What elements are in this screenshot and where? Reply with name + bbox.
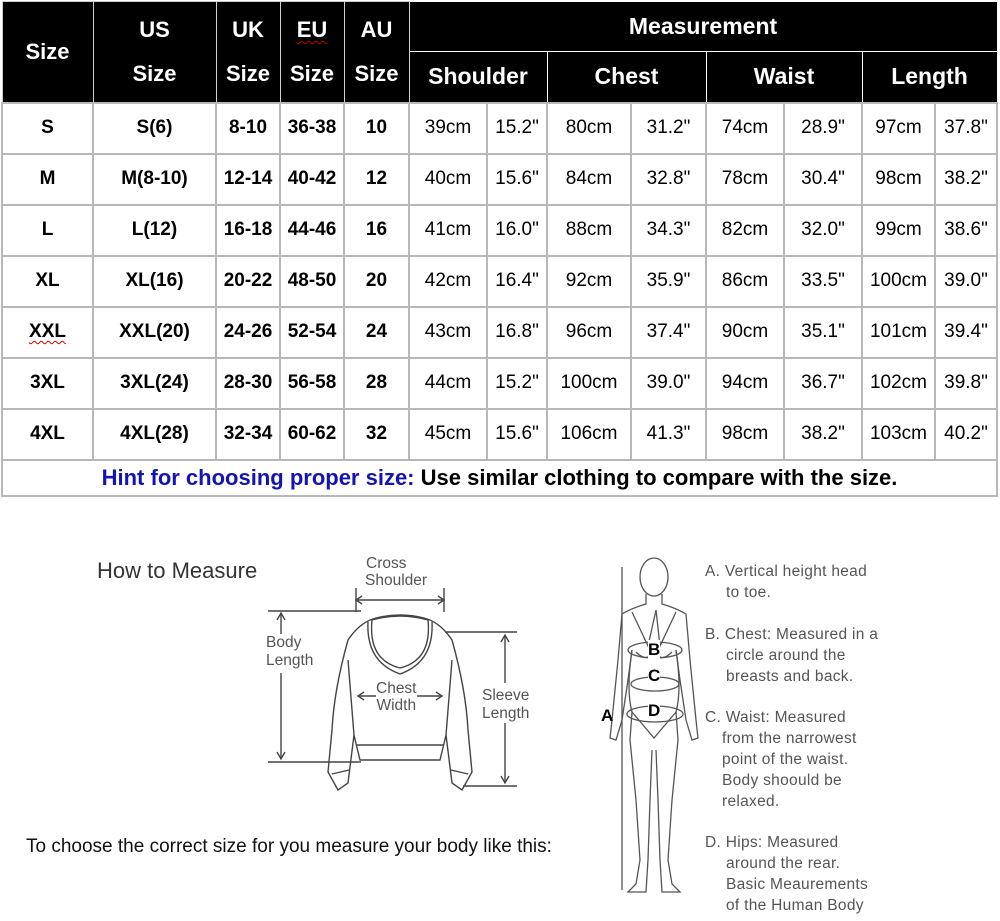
cell-shoulder-in: 16.0": [487, 205, 547, 256]
cell-length-cm: 99cm: [862, 205, 935, 256]
note-d: D. Hips: Measured around the rear. Basic Meaurements of the Human Body: [705, 834, 869, 914]
instruction-text: To choose the correct size for you measure your body like this:: [26, 836, 552, 857]
cell-au: 20: [344, 256, 409, 307]
note-b: B. Chest: Measured in a circle around the breasts and back.: [705, 626, 879, 685]
figure-label-b: B: [648, 640, 661, 659]
cell-length-in: 38.2": [935, 154, 997, 205]
cell-waist-in: 35.1": [784, 307, 862, 358]
cell-shoulder-cm: 40cm: [409, 154, 487, 205]
cell-waist-cm: 94cm: [706, 358, 784, 409]
cell-chest-cm: 100cm: [547, 358, 631, 409]
cell-uk: 28-30: [216, 358, 280, 409]
cell-shoulder-in: 15.2": [487, 358, 547, 409]
header-shoulder: Shoulder: [409, 52, 547, 103]
header-eu-size: EU Size: [280, 2, 344, 103]
note-c: C. Waist: Measured from the narrowest point of the waist. Body shoould be relaxed.: [705, 709, 857, 810]
cell-size: 3XL: [2, 358, 93, 409]
cell-shoulder-cm: 44cm: [409, 358, 487, 409]
cell-waist-cm: 78cm: [706, 154, 784, 205]
header-chest: Chest: [547, 52, 706, 103]
cell-chest-in: 37.4": [631, 307, 706, 358]
cell-chest-cm: 84cm: [547, 154, 631, 205]
cell-size: S: [2, 103, 93, 154]
cell-shoulder-in: 16.8": [487, 307, 547, 358]
cell-chest-in: 41.3": [631, 409, 706, 460]
cell-chest-cm: 96cm: [547, 307, 631, 358]
cell-length-cm: 97cm: [862, 103, 935, 154]
cell-chest-cm: 92cm: [547, 256, 631, 307]
header-measurement: Measurement: [409, 2, 997, 52]
cell-length-in: 39.4": [935, 307, 997, 358]
cell-size: XXL: [2, 307, 93, 358]
cell-au: 32: [344, 409, 409, 460]
header-uk-size: UK Size: [216, 2, 280, 103]
cell-chest-in: 39.0": [631, 358, 706, 409]
cell-length-in: 39.0": [935, 256, 997, 307]
cell-waist-in: 30.4": [784, 154, 862, 205]
cell-waist-in: 38.2": [784, 409, 862, 460]
cell-length-cm: 101cm: [862, 307, 935, 358]
header-length: Length: [862, 52, 997, 103]
hint-body: Use similar clothing to compare with the size.: [414, 464, 898, 490]
figure-label-a: A: [601, 706, 614, 725]
cell-us: S(6): [93, 103, 216, 154]
cell-eu: 60-62: [280, 409, 344, 460]
cell-uk: 12-14: [216, 154, 280, 205]
cell-au: 12: [344, 154, 409, 205]
cell-length-cm: 102cm: [862, 358, 935, 409]
cell-chest-cm: 80cm: [547, 103, 631, 154]
cell-waist-cm: 74cm: [706, 103, 784, 154]
cell-waist-in: 36.7": [784, 358, 862, 409]
cell-uk: 20-22: [216, 256, 280, 307]
cell-us: M(8-10): [93, 154, 216, 205]
cell-waist-cm: 98cm: [706, 409, 784, 460]
cell-size: M: [2, 154, 93, 205]
header-waist: Waist: [706, 52, 862, 103]
note-a: A. Vertical height head to toe.: [705, 563, 868, 601]
cell-au: 24: [344, 307, 409, 358]
figure-label-d: D: [648, 701, 661, 720]
cell-length-in: 37.8": [935, 103, 997, 154]
cell-waist-cm: 82cm: [706, 205, 784, 256]
cell-au: 28: [344, 358, 409, 409]
cell-au: 16: [344, 205, 409, 256]
cell-length-cm: 98cm: [862, 154, 935, 205]
cell-shoulder-in: 15.6": [487, 154, 547, 205]
cell-length-in: 40.2": [935, 409, 997, 460]
cell-shoulder-cm: 45cm: [409, 409, 487, 460]
hint-lead: Hint for choosing proper size:: [101, 464, 415, 490]
cell-shoulder-in: 15.6": [487, 409, 547, 460]
cell-chest-in: 34.3": [631, 205, 706, 256]
cell-us: 4XL(28): [93, 409, 216, 460]
cell-size: XL: [2, 256, 93, 307]
cell-shoulder-in: 16.4": [487, 256, 547, 307]
cell-chest-cm: 106cm: [547, 409, 631, 460]
cell-us: 3XL(24): [93, 358, 216, 409]
cell-size: L: [2, 205, 93, 256]
cell-waist-in: 32.0": [784, 205, 862, 256]
chest-width-label: Chest Width: [376, 680, 417, 714]
cell-chest-in: 35.9": [631, 256, 706, 307]
cell-shoulder-cm: 41cm: [409, 205, 487, 256]
cell-size: 4XL: [2, 409, 93, 460]
body-length-label: Body Length: [266, 634, 314, 669]
cell-shoulder-cm: 42cm: [409, 256, 487, 307]
cell-waist-in: 28.9": [784, 103, 862, 154]
sleeve-length-label: Sleeve Length: [482, 687, 530, 722]
cell-chest-in: 32.8": [631, 154, 706, 205]
cell-length-cm: 100cm: [862, 256, 935, 307]
cell-uk: 32-34: [216, 409, 280, 460]
cell-shoulder-cm: 39cm: [409, 103, 487, 154]
header-size: Size: [2, 2, 93, 103]
cell-waist-cm: 90cm: [706, 307, 784, 358]
cell-eu: 48-50: [280, 256, 344, 307]
cell-waist-cm: 86cm: [706, 256, 784, 307]
cell-chest-in: 31.2": [631, 103, 706, 154]
cell-uk: 16-18: [216, 205, 280, 256]
cell-uk: 24-26: [216, 307, 280, 358]
cross-shoulder-label: Cross Shoulder: [365, 555, 428, 589]
cell-uk: 8-10: [216, 103, 280, 154]
cell-eu: 56-58: [280, 358, 344, 409]
cell-waist-in: 33.5": [784, 256, 862, 307]
cell-length-cm: 103cm: [862, 409, 935, 460]
cell-shoulder-cm: 43cm: [409, 307, 487, 358]
how-to-measure-title: How to Measure: [97, 558, 258, 583]
cell-us: L(12): [93, 205, 216, 256]
cell-shoulder-in: 15.2": [487, 103, 547, 154]
figure-label-c: C: [648, 666, 661, 685]
header-us-size: US Size: [93, 2, 216, 103]
header-au-size: AU Size: [344, 2, 409, 103]
cell-chest-cm: 88cm: [547, 205, 631, 256]
cell-length-in: 39.8": [935, 358, 997, 409]
cell-us: XL(16): [93, 256, 216, 307]
cell-length-in: 38.6": [935, 205, 997, 256]
cell-eu: 52-54: [280, 307, 344, 358]
cell-eu: 36-38: [280, 103, 344, 154]
cell-au: 10: [344, 103, 409, 154]
cell-eu: 40-42: [280, 154, 344, 205]
cell-eu: 44-46: [280, 205, 344, 256]
cell-us: XXL(20): [93, 307, 216, 358]
